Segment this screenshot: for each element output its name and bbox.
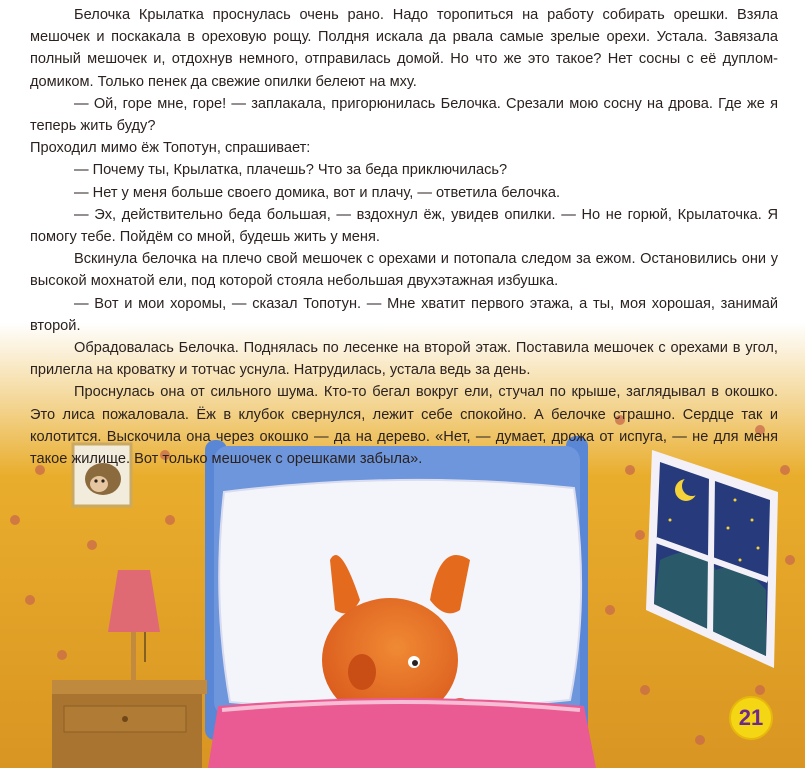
paragraph: Обрадовалась Белочка. Поднялась по лесенке на второй этаж. Поставила мешочек с орехами в угол, прилегла на кроватку и тотчас уснула. Натрудилась, устала ведь за день. (30, 340, 778, 379)
paragraph: Проходил мимо ёж Топотун, спрашивает: (30, 140, 311, 157)
paragraph: Вскинула белочка на плечо свой мешочек с орехами и потопала следом за ежом. Остановились они у высокой мохнатой ели, под которой стояла небольшая двухэтажная избушка. (30, 251, 778, 290)
paragraph: — Ой, горе мне, горе! — заплакала, пригорюнилась Белочка. Срезали мою сосну на дрова. Где же я теперь жить буду? (30, 95, 778, 135)
paragraph: — Эх, действительно беда большая, — вздохнул ёж, увидев опилки. — Но не горюй, Крылаточка. Я помогу тебе. Пойдём со мной, будешь жить у меня. (30, 206, 778, 246)
paragraph: — Вот и мои хоромы, — сказал Топотун. — Мне хватит первого этажа, а ты, моя хорошая, занимай второй. (30, 295, 778, 334)
nightstand (52, 680, 207, 768)
paragraph: — Нет у меня больше своего домика, вот и плачу, — ответила белочка. (74, 184, 561, 201)
paragraph: — Почему ты, Крылатка, плачешь? Что за беда приключилась? (74, 162, 508, 179)
page-number: 21 (729, 696, 773, 740)
paragraph: Белочка Крылатка проснулась очень рано. Надо торопиться на работу собирать орешки. Взяла мешочек и поскакала в ореховую рощу. Полдня искала да рвала самые зрелые орехи. Устала. Завязала полный мешочек и, отдохнув немного, отправилась домой. Но что же это такое? Нет сосны с её дуплом-домиком. Только пенек да свежие опилки белеют на мху. (30, 7, 778, 90)
story-text (30, 4, 778, 470)
paragraph: Проснулась она от сильного шума. Кто-то бегал вокруг ели, стучал по крыше, заглядывал в окошко. Это лиса пожаловала. Ёж в клубок свернулся, лежит себе спокойно. А белочке страшно. Сердце так и колотится. Выскочила она через окошко — да на дерево. «Нет, — думает, дрожа от испуга, — не для меня такое жилище. Вот только мешочек с орешками забыла». (30, 384, 778, 468)
